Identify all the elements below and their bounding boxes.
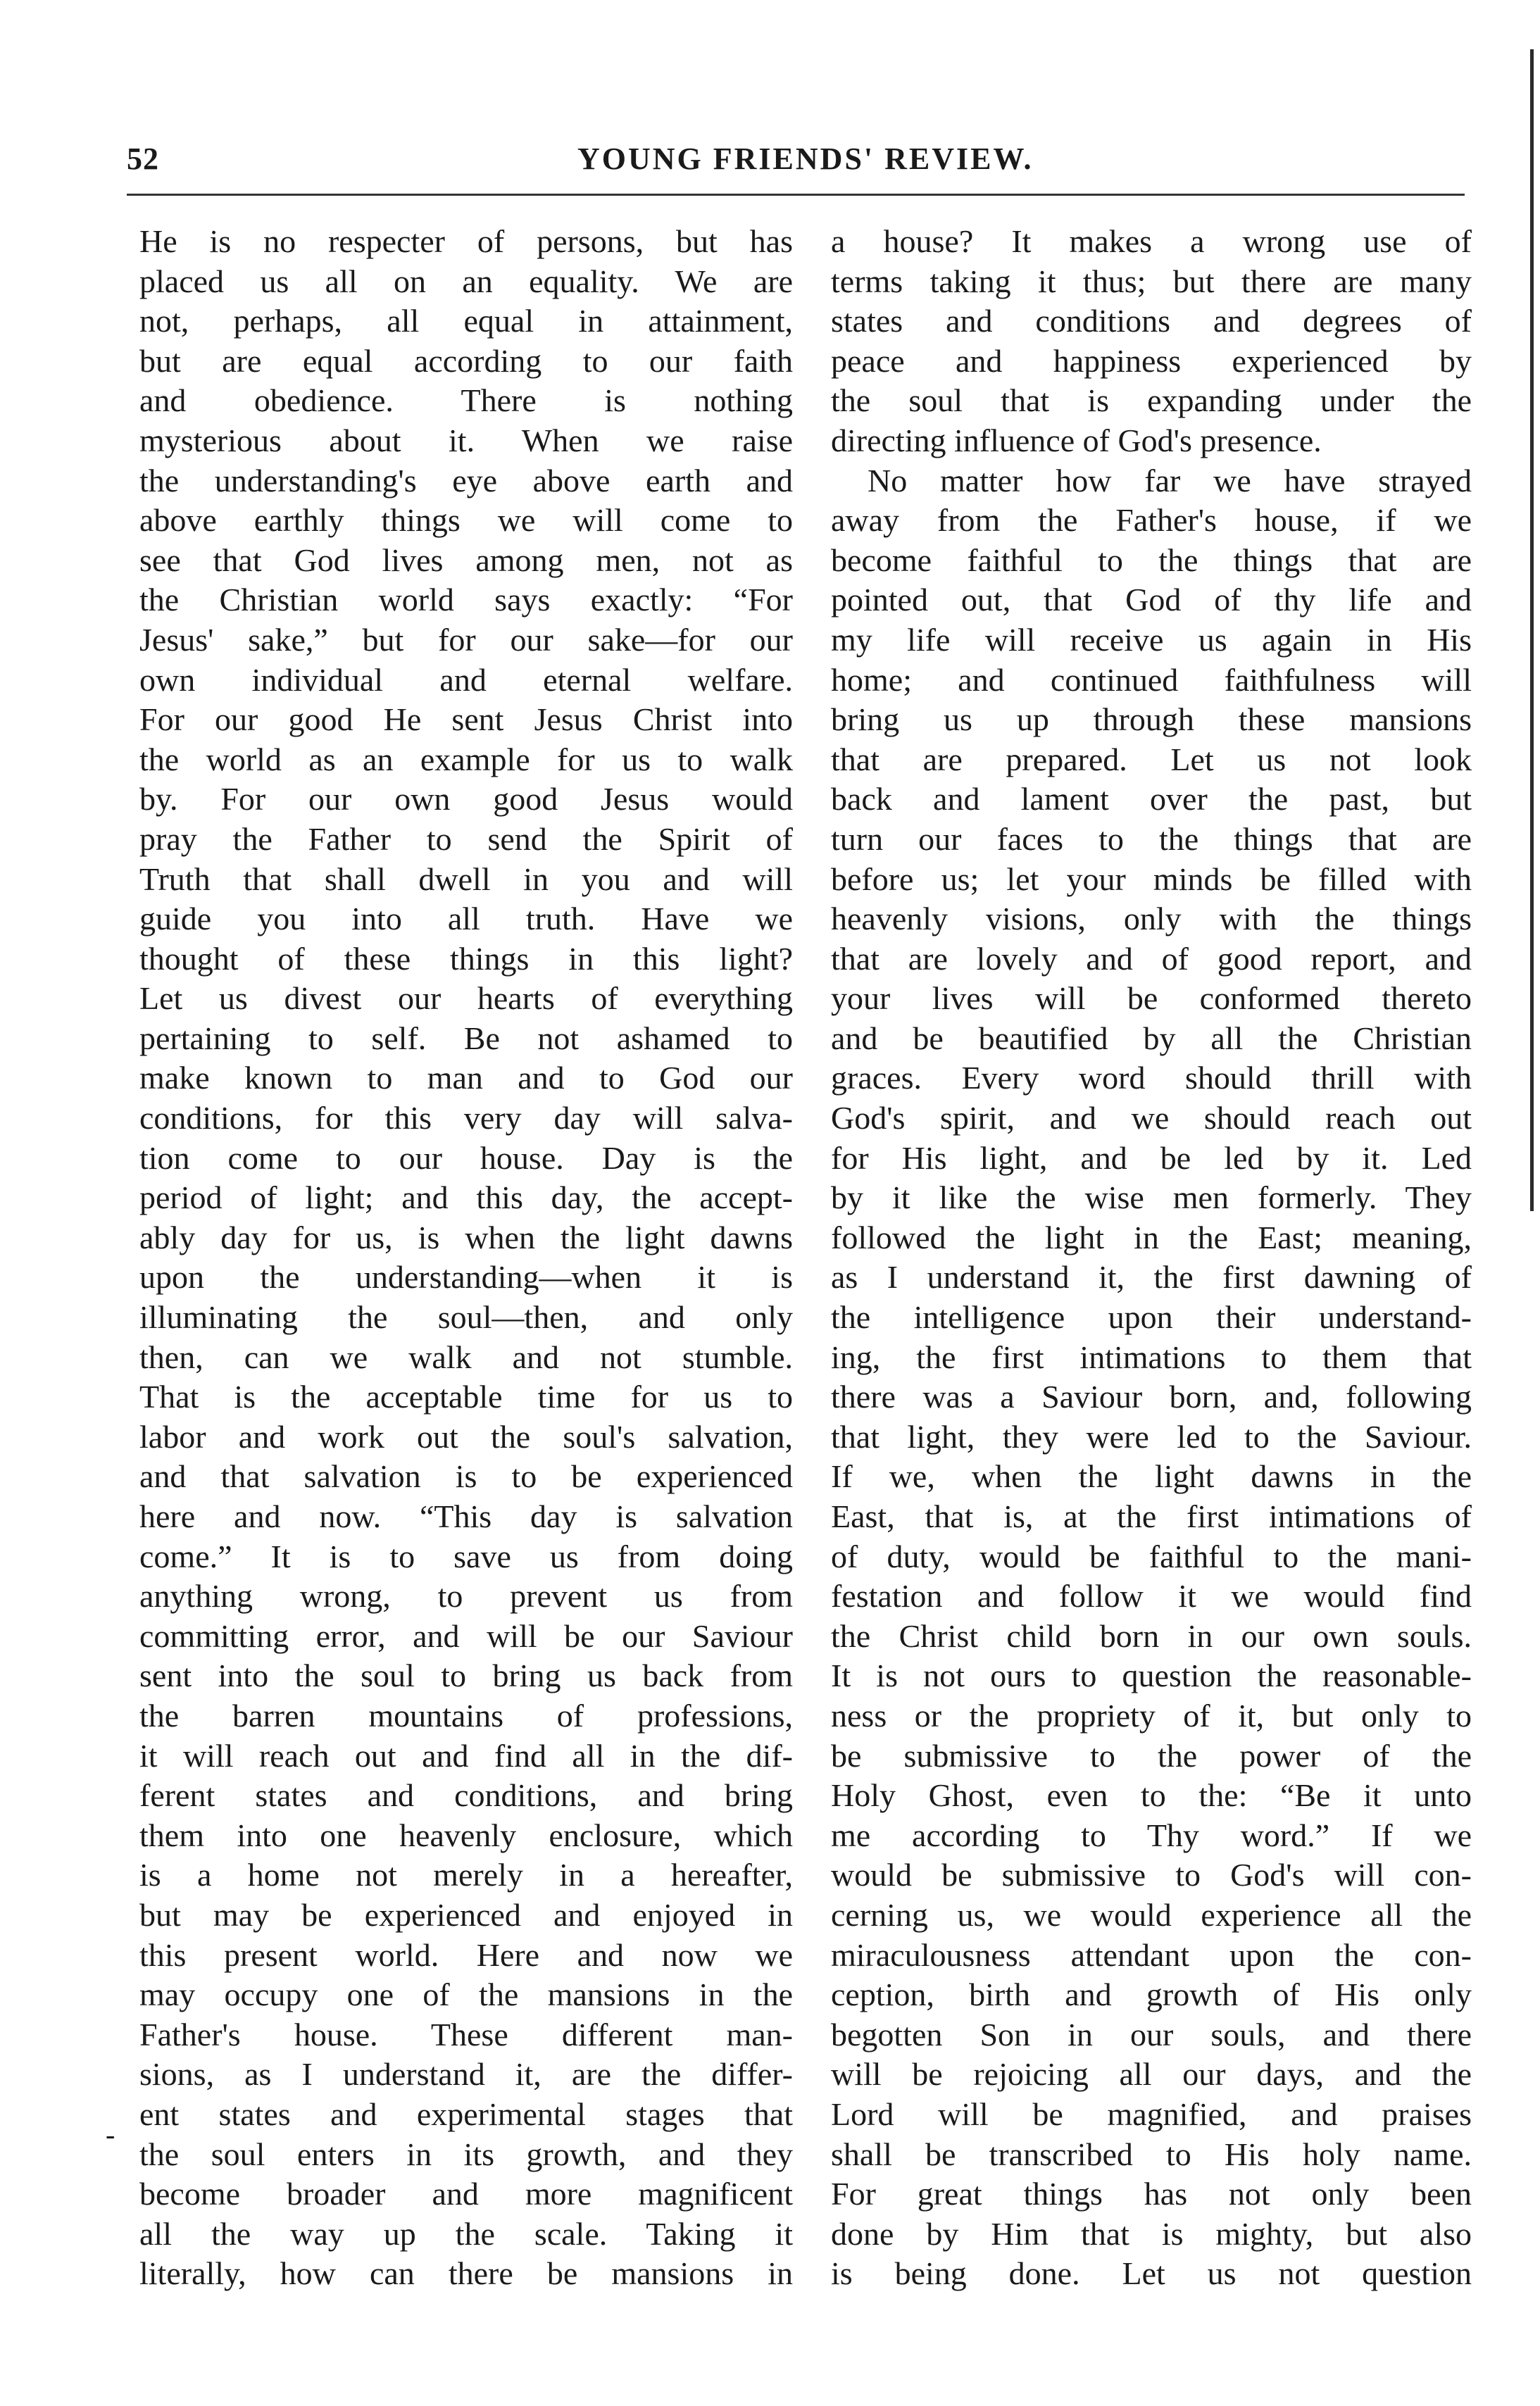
text-line: and be beautified by all the Christian <box>831 1020 1472 1056</box>
text-line: become broader and more magnificent <box>139 2176 793 2212</box>
text-line: East, that is, at the first intimations of <box>831 1498 1472 1534</box>
text-line: me according to Thy word.” If we <box>831 1817 1472 1853</box>
text-line: terms taking it thus; but there are many <box>831 263 1472 299</box>
text-line: come.” It is to save us from doing <box>139 1538 793 1574</box>
text-line: festation and follow it we would find <box>831 1578 1472 1615</box>
text-line: become faithful to the things that are <box>831 541 1472 578</box>
page-number: 52 <box>127 142 159 176</box>
running-head-title: YOUNG FRIENDS' REVIEW. <box>577 142 1034 176</box>
text-line: it will reach out and find all in the dif- <box>139 1737 793 1774</box>
text-line: make known to man and to God our <box>139 1060 793 1096</box>
text-line: is a home not merely in a hereafter, <box>139 1857 793 1893</box>
text-line: and that salvation is to be experienced <box>139 1458 793 1495</box>
text-line: No matter how far we have strayed <box>868 462 1472 499</box>
text-line: If we, when the light dawns in the <box>831 1458 1472 1495</box>
text-line: by it like the wise men formerly. They <box>831 1179 1472 1216</box>
text-line: there was a Saviour born, and, following <box>831 1379 1472 1415</box>
text-line: here and now. “This day is salvation <box>139 1498 793 1534</box>
text-line: the world as an example for us to walk <box>139 741 793 777</box>
text-line: and obedience. There is nothing <box>139 382 793 419</box>
text-line: that are prepared. Let us not look <box>831 741 1472 777</box>
text-line: anything wrong, to prevent us from <box>139 1578 793 1615</box>
text-line: but may be experienced and enjoyed in <box>139 1896 793 1933</box>
text-line: pray the Father to send the Spirit of <box>139 820 793 857</box>
text-line: the soul enters in its growth, and they <box>139 2136 793 2172</box>
text-line: my life will receive us again in His <box>831 621 1472 658</box>
text-line: all the way up the scale. Taking it <box>139 2215 793 2252</box>
text-line: pertaining to self. Be not ashamed to <box>139 1020 793 1056</box>
text-line: bring us up through these mansions <box>831 701 1472 738</box>
text-line: guide you into all truth. Have we <box>139 901 793 937</box>
text-line: home; and continued faithfulness will <box>831 661 1472 698</box>
text-line: the barren mountains of professions, <box>139 1697 793 1734</box>
text-line: turn our faces to the things that are <box>831 820 1472 857</box>
text-line: tion come to our house. Day is the <box>139 1139 793 1176</box>
text-line: this present world. Here and now we <box>139 1936 793 1973</box>
text-line: illuminating the soul—then, and only <box>139 1299 793 1336</box>
page-header <box>127 141 1465 190</box>
text-line: literally, how can there be mansions in <box>139 2255 793 2292</box>
text-line: sions, as I understand it, are the differ- <box>139 2056 793 2093</box>
text-line: then, can we walk and not stumble. <box>139 1339 793 1375</box>
text-line: as I understand it, the first dawning of <box>831 1259 1472 1296</box>
text-line: conditions, for this very day will salva- <box>139 1100 793 1136</box>
text-line: that are lovely and of good report, and <box>831 940 1472 977</box>
text-line: period of light; and this day, the accept- <box>139 1179 793 1216</box>
text-line: upon the understanding—when it is <box>139 1259 793 1296</box>
text-line: committing error, and will be our Saviour <box>139 1617 793 1654</box>
text-line: followed the light in the East; meaning, <box>831 1219 1472 1255</box>
text-line: but are equal according to our faith <box>139 342 793 379</box>
text-line: directing influence of God's presence. <box>831 422 1322 458</box>
text-line: miraculousness attendant upon the con- <box>831 1936 1472 1973</box>
margin-mark: - <box>106 2119 115 2150</box>
text-line: the Christian world says exactly: “For <box>139 582 793 618</box>
text-line: ception, birth and growth of His only <box>831 1976 1472 2013</box>
text-line: done by Him that is mighty, but also <box>831 2215 1472 2252</box>
right-column <box>831 222 1472 2294</box>
text-line: of duty, would be faithful to the mani- <box>831 1538 1472 1574</box>
text-line: ness or the propriety of it, but only to <box>831 1697 1472 1734</box>
text-line: the Christ child born in our own souls. <box>831 1617 1472 1654</box>
text-line: back and lament over the past, but <box>831 781 1472 817</box>
text-line: ing, the first intimations to them that <box>831 1339 1472 1375</box>
text-line: thought of these things in this light? <box>139 940 793 977</box>
header-rule <box>127 194 1465 196</box>
text-line: Jesus' sake,” but for our sake—for our <box>139 621 793 658</box>
text-line: It is not ours to question the reasonable- <box>831 1658 1472 1694</box>
text-line: He is no respecter of persons, but has <box>139 223 793 259</box>
text-line: is being done. Let us not question <box>831 2255 1472 2292</box>
text-line: labor and work out the soul's salvation, <box>139 1418 793 1455</box>
text-line: pointed out, that God of thy life and <box>831 582 1472 618</box>
text-line: ferent states and conditions, and bring <box>139 1777 793 1814</box>
text-line: Lord will be magnified, and praises <box>831 2095 1472 2132</box>
text-line: placed us all on an equality. We are <box>139 263 793 299</box>
text-line: graces. Every word should thrill with <box>831 1060 1472 1096</box>
text-line: by. For our own good Jesus would <box>139 781 793 817</box>
text-line: Holy Ghost, even to the: “Be it unto <box>831 1777 1472 1814</box>
text-line: peace and happiness experienced by <box>831 342 1472 379</box>
text-line: mysterious about it. When we raise <box>139 422 793 458</box>
text-line: begotten Son in our souls, and there <box>831 2016 1472 2053</box>
text-line: before us; let your minds be filled with <box>831 860 1472 897</box>
text-line: the understanding's eye above earth and <box>139 462 793 499</box>
text-line: For great things has not only been <box>831 2176 1472 2212</box>
text-line: shall be transcribed to His holy name. <box>831 2136 1472 2172</box>
text-line: ably day for us, is when the light dawns <box>139 1219 793 1255</box>
text-line: be submissive to the power of the <box>831 1737 1472 1774</box>
text-line: Truth that shall dwell in you and will <box>139 860 793 897</box>
text-line: the intelligence upon their understand- <box>831 1299 1472 1336</box>
text-line: sent into the soul to bring us back from <box>139 1658 793 1694</box>
text-line: may occupy one of the mansions in the <box>139 1976 793 2013</box>
text-line: God's spirit, and we should reach out <box>831 1100 1472 1136</box>
text-line: That is the acceptable time for us to <box>139 1379 793 1415</box>
text-line: Let us divest our hearts of everything <box>139 980 793 1017</box>
text-line: cerning us, we would experience all the <box>831 1896 1472 1933</box>
left-column <box>139 222 793 2294</box>
text-line: your lives will be conformed thereto <box>831 980 1472 1017</box>
text-line: them into one heavenly enclosure, which <box>139 1817 793 1853</box>
text-line: a house? It makes a wrong use of <box>831 223 1472 259</box>
text-line: For our good He sent Jesus Christ into <box>139 701 793 738</box>
page-edge-rule <box>1530 49 1534 1211</box>
text-line: above earthly things we will come to <box>139 502 793 539</box>
text-line: see that God lives among men, not as <box>139 541 793 578</box>
text-line: heavenly visions, only with the things <box>831 901 1472 937</box>
text-line: Father's house. These different man- <box>139 2016 793 2053</box>
text-line: not, perhaps, all equal in attainment, <box>139 303 793 339</box>
text-line: the soul that is expanding under the <box>831 382 1472 419</box>
text-line: states and conditions and degrees of <box>831 303 1472 339</box>
text-line: ent states and experimental stages that <box>139 2095 793 2132</box>
text-line: would be submissive to God's will con- <box>831 1857 1472 1893</box>
text-line: for His light, and be led by it. Led <box>831 1139 1472 1176</box>
text-line: that light, they were led to the Saviour. <box>831 1418 1472 1455</box>
text-line: own individual and eternal welfare. <box>139 661 793 698</box>
text-line: will be rejoicing all our days, and the <box>831 2056 1472 2093</box>
text-line: away from the Father's house, if we <box>831 502 1472 539</box>
